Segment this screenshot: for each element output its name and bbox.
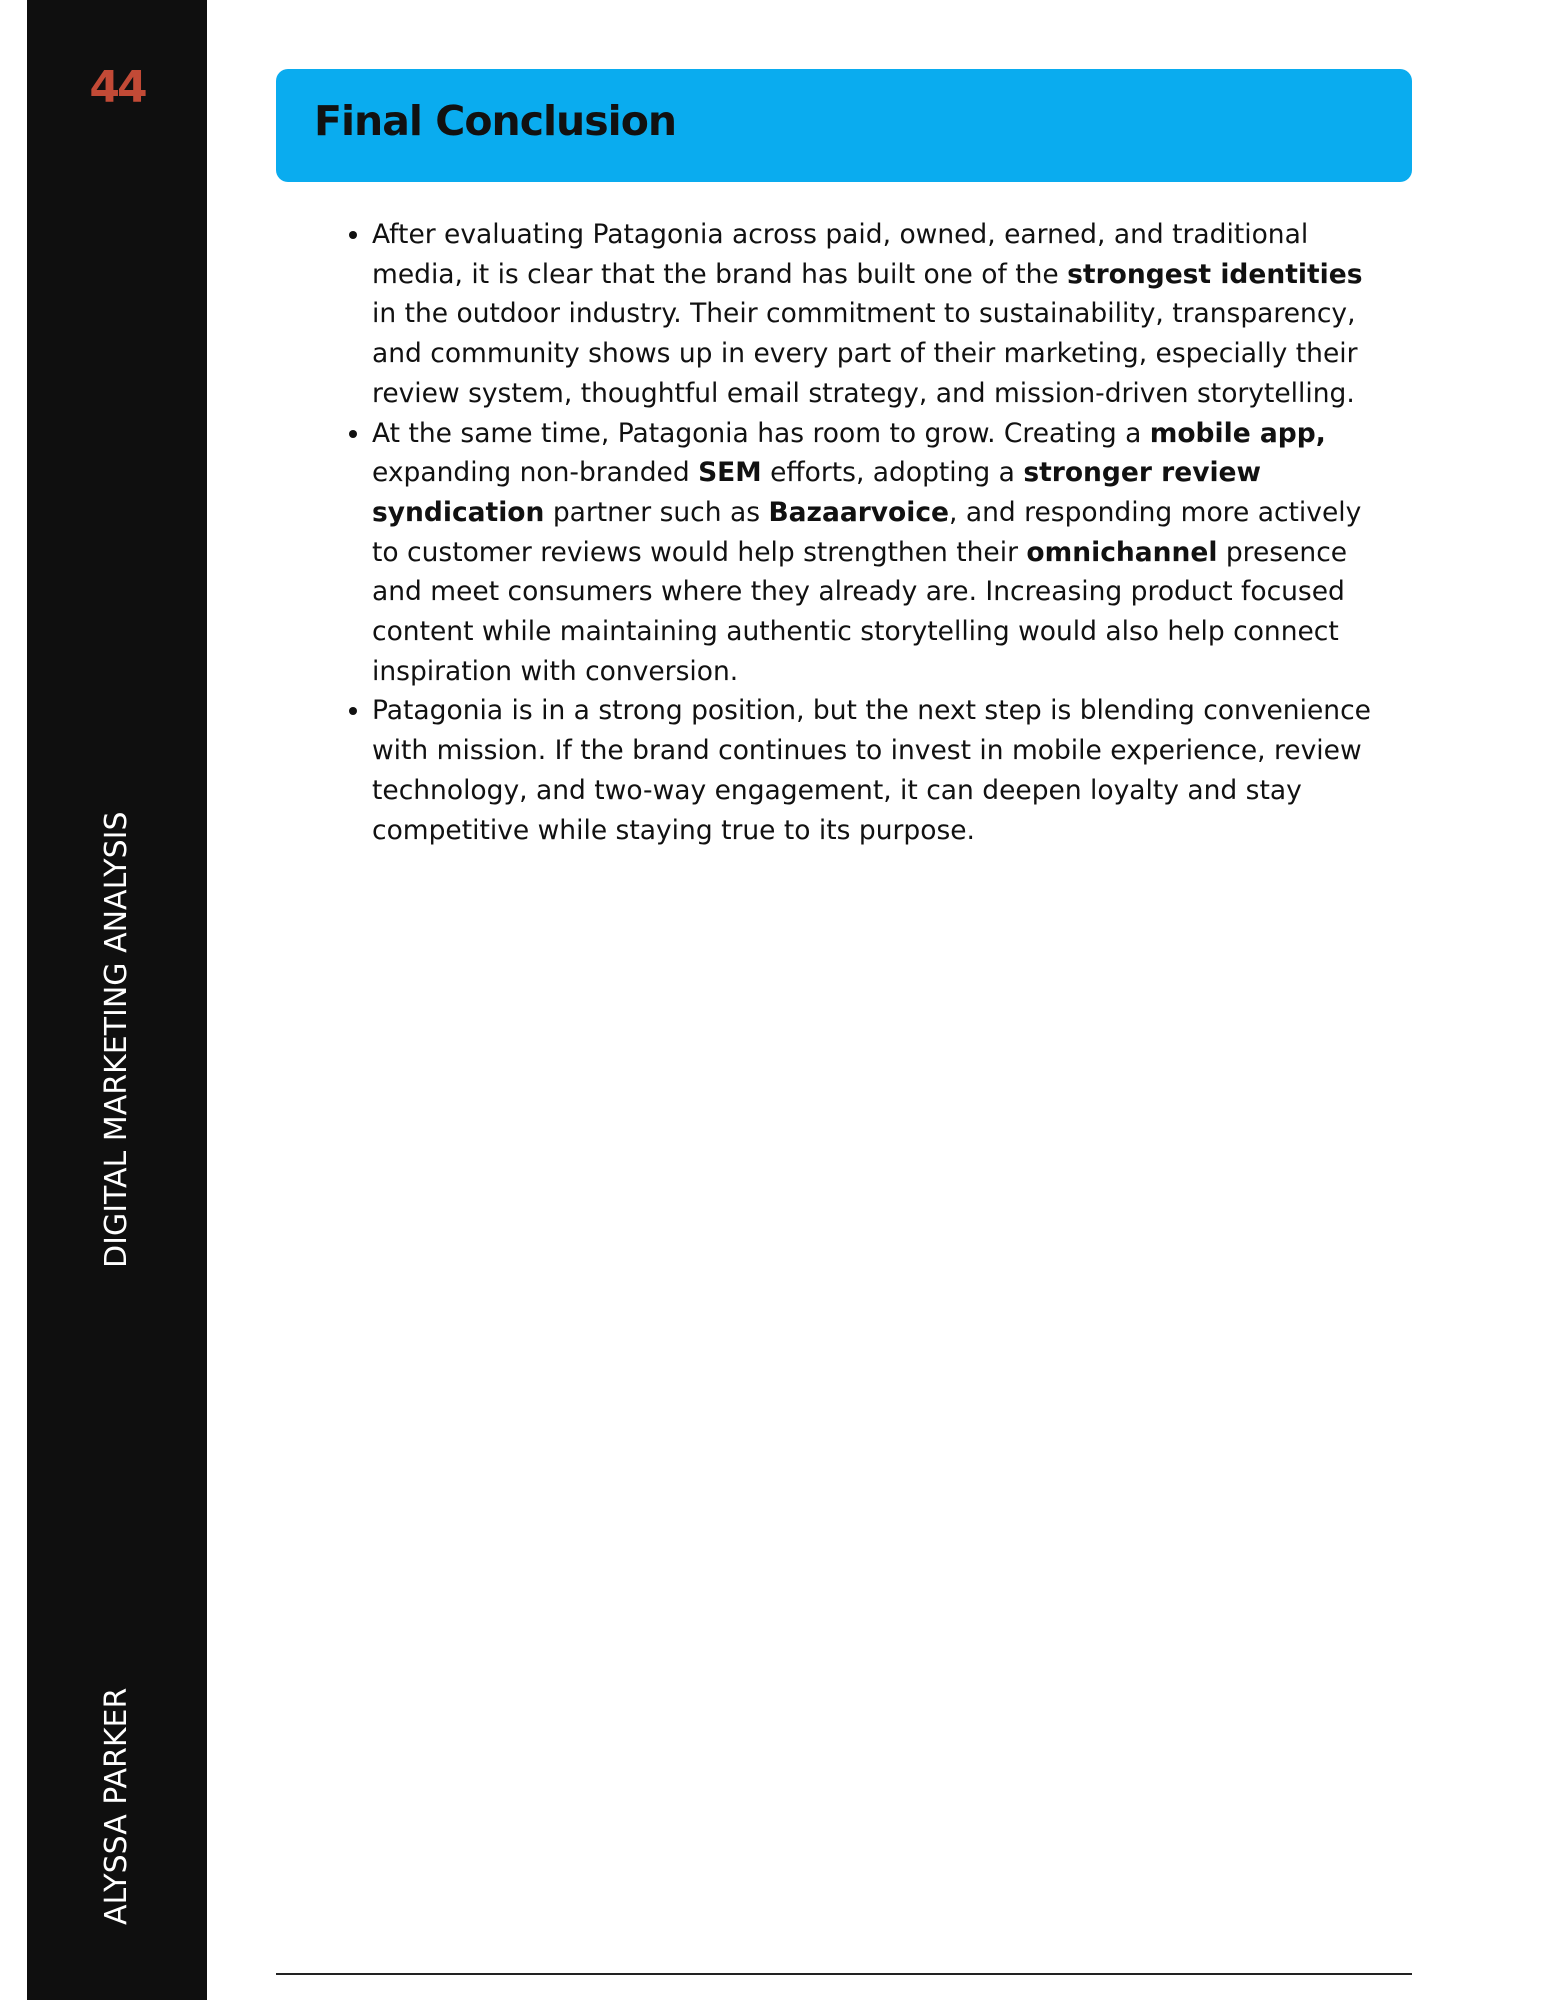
author-name: ALYSSA PARKER xyxy=(99,1687,134,1925)
document-title: DIGITAL MARKETING ANALYSIS xyxy=(99,811,134,1268)
bold-term: Bazaarvoice xyxy=(768,496,950,528)
bold-term: strongest identities xyxy=(1067,258,1363,290)
text-segment: in the outdoor industry. Their commitment to sustainability, transparency, and community shows up in every part of their marketing, especially their review system, thoughtful email strategy, and mission-driven storytelling. xyxy=(372,298,1358,409)
page-title: Final Conclusion xyxy=(314,97,677,145)
text-segment: expanding non-branded xyxy=(372,457,699,489)
bullet-item xyxy=(372,691,1373,850)
sidebar xyxy=(27,0,207,2000)
text-segment: partner such as xyxy=(544,496,769,528)
page-number: 44 xyxy=(89,62,145,113)
text-segment: presence and meet consumers where they already are. Increasing product focused content while maintaining authentic storytelling would also help connect inspiration with conversion. xyxy=(372,536,1348,687)
conclusion-content xyxy=(338,215,1373,850)
text-segment: After evaluating Patagonia across paid, owned, earned, and traditional media, it is clear that the brand has built one of the xyxy=(372,219,1309,290)
text-segment: At the same time, Patagonia has room to grow. Creating a xyxy=(372,417,1150,449)
text-segment: , and responding more actively to customer reviews would help strengthen their xyxy=(372,496,1362,568)
bold-term: mobile app, xyxy=(1149,417,1326,449)
heading-banner xyxy=(276,69,1412,182)
bullet-list xyxy=(338,215,1373,850)
bullet-item xyxy=(372,215,1373,414)
bold-term: omnichannel xyxy=(1026,536,1218,568)
text-segment: efforts, adopting a xyxy=(761,457,1024,489)
bold-term: SEM xyxy=(698,457,762,489)
bold-term: stronger review syndication xyxy=(372,457,1262,528)
bullet-item xyxy=(372,414,1373,692)
text-segment: Patagonia is in a strong position, but the next step is blending convenience with mission. If the brand continues to invest in mobile experience, review technology, and two-way engagement, it can deepen loyalty and stay competitive while staying true to its purpose. xyxy=(372,695,1371,846)
footer-divider xyxy=(276,1973,1412,1975)
